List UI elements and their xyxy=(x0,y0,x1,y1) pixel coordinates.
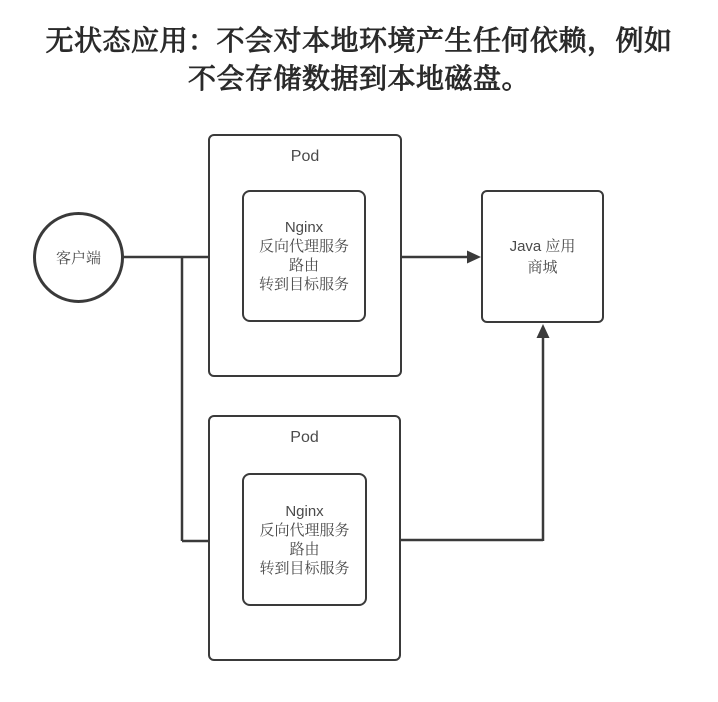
arrowhead-into-java-bottom xyxy=(537,324,550,338)
nginx-box-top xyxy=(242,190,366,322)
nginx-bottom-name: Nginx xyxy=(285,502,324,520)
client-label: 客户端 xyxy=(55,250,101,267)
pod-top-label: Pod xyxy=(290,148,320,165)
java-app-line-2: 商城 xyxy=(527,258,558,276)
pod-bottom-label: Pod xyxy=(290,429,319,446)
nginx-bottom-desc-1: 反向代理服务 xyxy=(259,521,350,539)
title-line-2: 不会存储数据到本地磁盘。 xyxy=(187,63,530,94)
nginx-top-desc-3: 转到目标服务 xyxy=(258,276,349,293)
nginx-bottom-desc-3: 转到目标服务 xyxy=(259,559,350,577)
nginx-top-desc-1: 反向代理服务 xyxy=(258,238,349,255)
java-app-box xyxy=(481,190,604,323)
title-line-1: 无状态应用：不会对本地环境产生任何依赖，例如 xyxy=(45,25,673,56)
java-app-line-1: Java 应用 xyxy=(509,237,576,255)
nginx-top-name: Nginx xyxy=(284,219,324,236)
nginx-box-bottom xyxy=(242,473,367,606)
nginx-bottom-desc-2: 路由 xyxy=(289,540,320,558)
client-node xyxy=(33,212,124,303)
page-title xyxy=(0,22,718,98)
nginx-top-desc-2: 路由 xyxy=(288,257,319,274)
arrowhead-into-java-left xyxy=(467,251,481,264)
